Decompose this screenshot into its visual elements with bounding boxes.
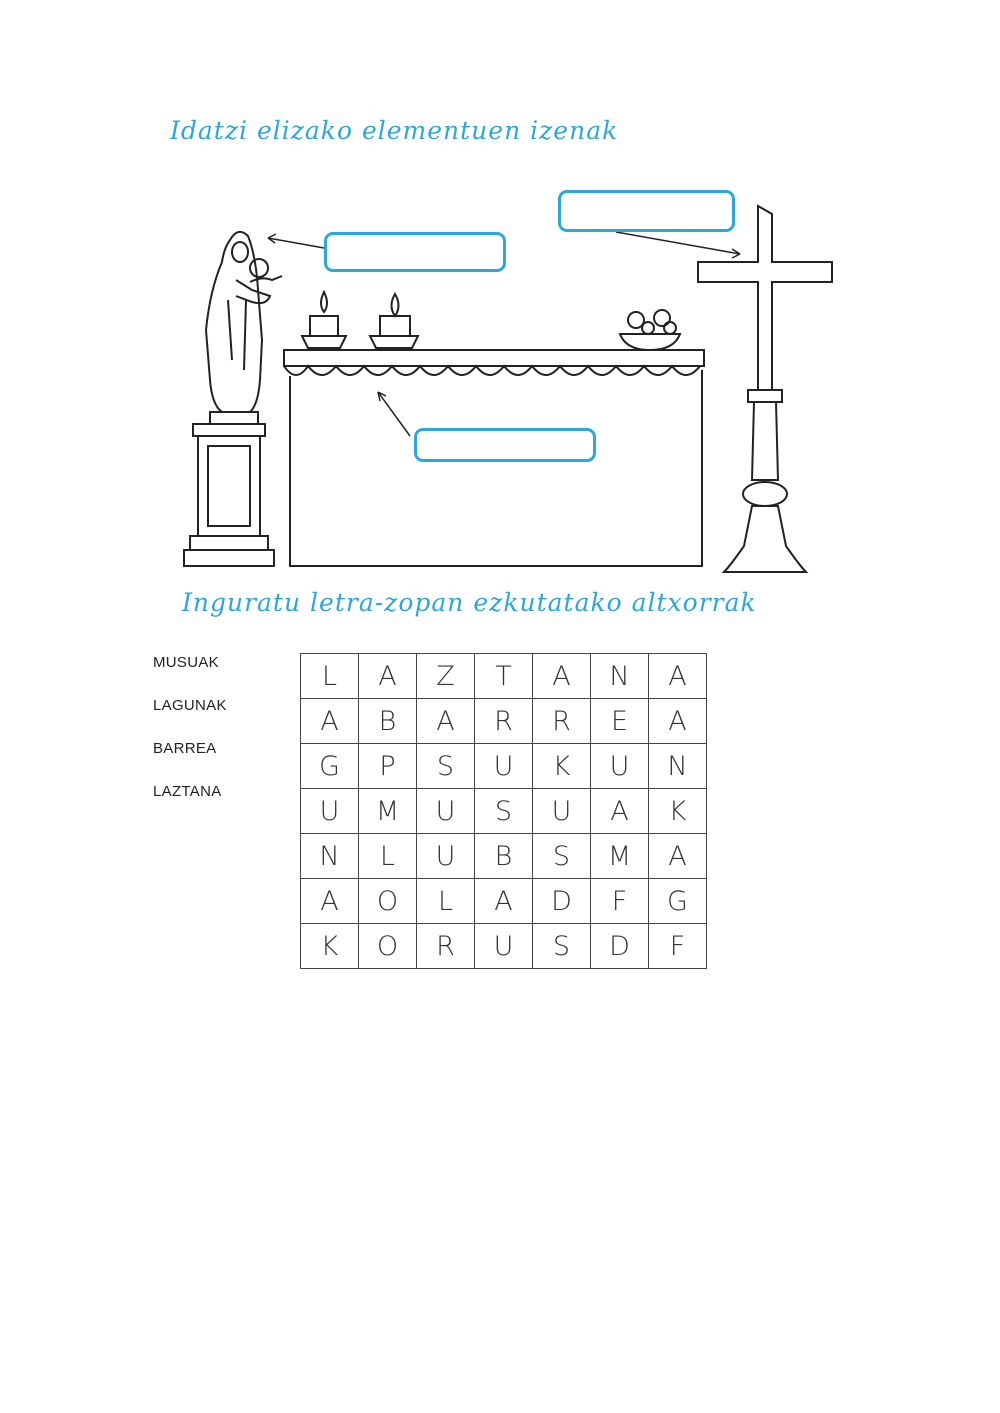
church-illustration [0,0,1000,600]
grid-cell[interactable]: K [649,789,707,834]
grid-row [301,879,707,924]
title-word-search: Inguratu letra-zopan ezkutatako altxorrak [182,588,757,617]
grid-cell[interactable]: U [533,789,591,834]
grid-cell[interactable]: U [301,789,359,834]
grid-row [301,744,707,789]
grid-cell[interactable]: U [475,924,533,969]
grid-row [301,924,707,969]
grid-cell[interactable]: O [359,924,417,969]
grid-cell[interactable]: A [649,654,707,699]
grid-cell[interactable]: S [475,789,533,834]
grid-cell[interactable]: K [533,744,591,789]
grid-cell[interactable]: D [533,879,591,924]
candle-left [302,292,346,348]
grid-cell[interactable]: P [359,744,417,789]
grid-row [301,654,707,699]
word-list-item: MUSUAK [153,654,219,671]
grid-cell[interactable]: U [417,834,475,879]
grid-cell[interactable]: L [417,879,475,924]
cross [698,206,832,572]
grid-row [301,789,707,834]
answer-box-altar[interactable] [414,428,596,462]
title-label-items: Idatzi elizako elementuen izenak [170,116,619,145]
answer-box-cross[interactable] [558,190,735,232]
grid-cell[interactable]: R [417,924,475,969]
grid-cell[interactable]: G [301,744,359,789]
grid-cell[interactable]: B [359,699,417,744]
grid-row [301,699,707,744]
pedestal [184,424,274,566]
grid-cell[interactable]: F [591,879,649,924]
grid-cell[interactable]: U [475,744,533,789]
grid-cell[interactable]: N [649,744,707,789]
grid-cell[interactable]: N [301,834,359,879]
letter-grid [300,653,707,969]
grid-cell[interactable]: L [301,654,359,699]
candle-right [370,294,418,348]
grid-cell[interactable]: A [649,834,707,879]
answer-box-statue[interactable] [324,232,506,272]
grid-cell[interactable]: A [533,654,591,699]
grid-cell[interactable]: L [359,834,417,879]
grid-cell[interactable]: U [417,789,475,834]
grid-cell[interactable]: R [475,699,533,744]
virgin-statue [206,232,282,424]
grid-cell[interactable]: E [591,699,649,744]
grid-cell[interactable]: O [359,879,417,924]
grid-cell[interactable]: Z [417,654,475,699]
grid-cell[interactable]: A [301,879,359,924]
grid-cell[interactable]: A [591,789,649,834]
grid-cell[interactable]: G [649,879,707,924]
grid-cell[interactable]: N [591,654,649,699]
grid-cell[interactable]: A [475,879,533,924]
grid-cell[interactable]: K [301,924,359,969]
grid-cell[interactable]: M [591,834,649,879]
grid-cell[interactable]: S [417,744,475,789]
word-list-item: LAZTANA [153,783,222,800]
grid-cell[interactable]: A [649,699,707,744]
word-list [153,654,227,826]
grid-cell[interactable]: M [359,789,417,834]
grid-cell[interactable]: S [533,924,591,969]
grid-cell[interactable]: D [591,924,649,969]
word-list-item: LAGUNAK [153,697,227,714]
flower-pot [620,310,680,350]
grid-cell[interactable]: S [533,834,591,879]
grid-cell[interactable]: R [533,699,591,744]
grid-cell[interactable]: A [417,699,475,744]
grid-cell[interactable]: B [475,834,533,879]
grid-cell[interactable]: A [301,699,359,744]
grid-cell[interactable]: F [649,924,707,969]
grid-cell[interactable]: A [359,654,417,699]
grid-cell[interactable]: U [591,744,649,789]
grid-row [301,834,707,879]
grid-cell[interactable]: T [475,654,533,699]
word-list-item: BARREA [153,740,217,757]
